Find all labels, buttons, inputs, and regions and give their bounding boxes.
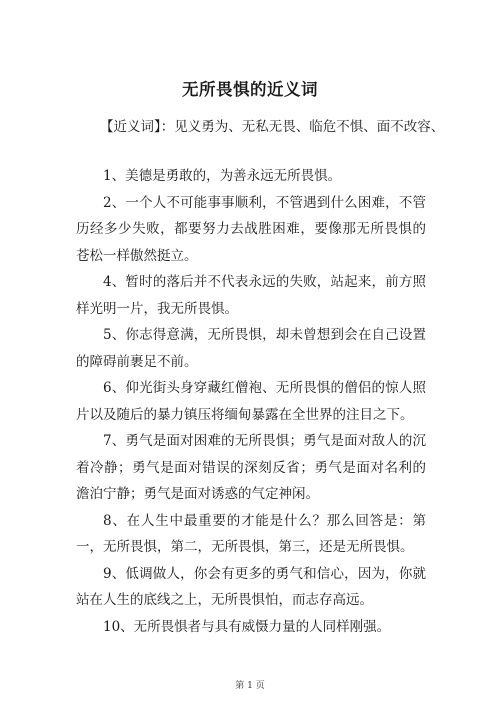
paragraph-8: 8、在人生中最重要的才能是什么？那么回答是：第一，无所畏惧，第二，无所畏惧，第三，还是无所畏惧。 [76, 512, 426, 555]
document-title: 无所畏惧的近义词 [182, 80, 318, 99]
paragraph-10: 10、无所畏惧者与具有威慑力量的人同样刚强。 [103, 618, 391, 635]
paragraph-9: 9、低调做人，你会有更多的勇气和信心，因为，你就站在人生的底线之上，无所畏惧怕，而志存高远。 [76, 565, 426, 608]
paragraph-5: 5、你志得意满，无所畏惧，却未曾想到会在自己设置的障碍前裹足不前。 [76, 327, 426, 370]
page-number-footer: 第 1 页 [235, 681, 265, 691]
paragraph-1: 1、美德是勇敢的，为善永远无所畏惧。 [103, 168, 342, 184]
paragraph-2: 2、一个人不可能事事顺利，不管遇到什么困难，不管历经多少失败，都要努力去战胜困难，要像那无所畏惧的苍松一样傲然挺立。 [76, 194, 426, 264]
paragraph-4: 4、暂时的落后并不代表永远的失败，站起来，前方照样光明一片，我无所畏惧。 [76, 274, 426, 317]
synonyms-line: 【近义词】：见义勇为、无私无畏、临危不惧、面不改容、 [100, 119, 445, 135]
paragraph-6: 6、仰光街头身穿藏红僧袍、无所畏惧的僧侣的惊人照片以及随后的暴力镇压将缅甸暴露在全世界的注目之下。 [76, 380, 426, 423]
paragraph-7: 7、勇气是面对困难的无所畏惧；勇气是面对敌人的沉着冷静；勇气是面对错误的深刻反省；勇气是面对名利的澹泊宁静；勇气是面对诱惑的气定神闲。 [76, 433, 426, 502]
document-body [76, 163, 426, 640]
